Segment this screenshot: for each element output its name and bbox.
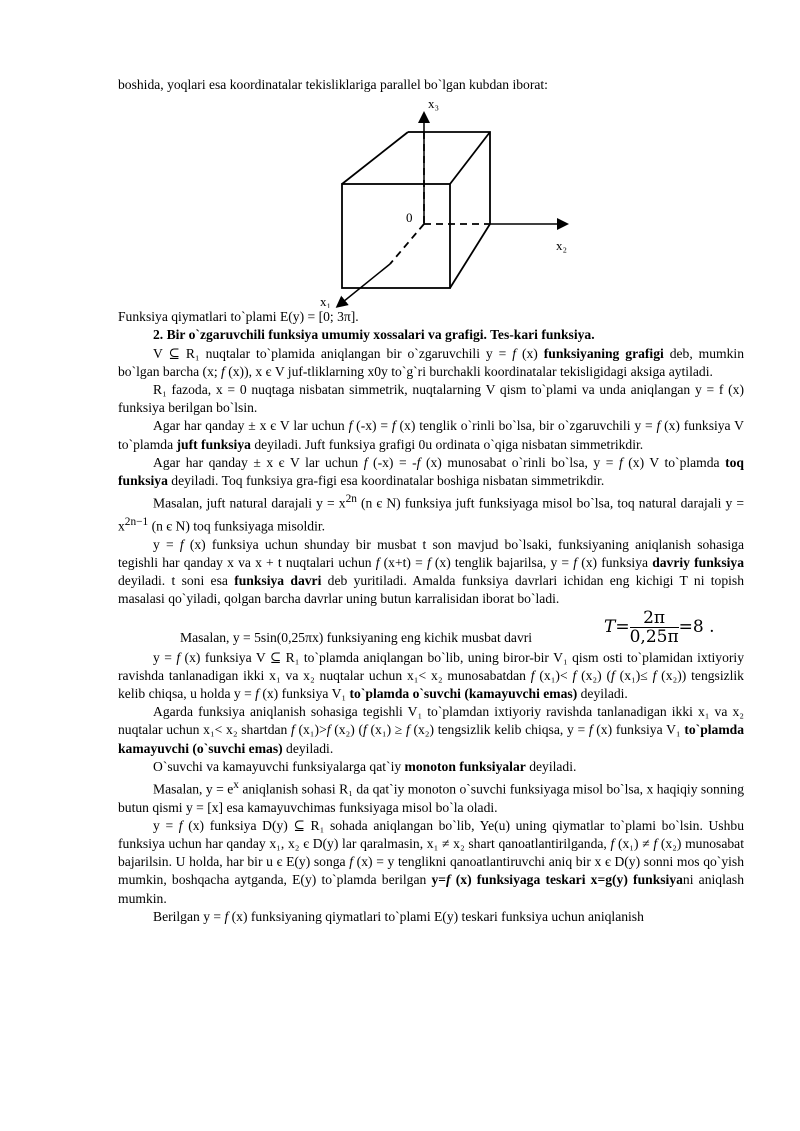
section-heading: 2. Bir o`zgaruvchili funksiya umumiy xossalari va grafigi. Tes-kari funksiya. [153,327,595,343]
cube-figure [118,94,744,308]
period-example-text: Masalan, y = 5sin(0,25πx) funksiyaning eng kichik musbat davri [180,629,533,645]
range-paragraph: Funksiya qiymatlari to`plami E(y) = [0; 3π]. [118,309,359,325]
label-x2: x₂ [556,238,568,254]
page-content [118,76,744,926]
paragraph-monotone-example: Masalan, $y = e^x$ aniqlanish sohasi R₁ da qat`iy monoton o`suvchi funksiyaga misol bo`lsa, x haqiqiy sonning butun qismi y = [x] esa kamayuvchimas funksiyaga misol bo`la oladi. [118,778,744,815]
cube-front-face [342,184,450,288]
paragraph-power-example: Masalan, juft natural darajali $y = x^{2n}$ (n є N) funksiya juft funksiyaga misol bo`lsa, toq natural darajali $y = x^{2n-1}$ (n є N) toq funksiyaga misoldir. [118,493,744,534]
paragraph-inverse-domain: Berilgan y = f (x) funksiyaning qiymatlari to`plami E(y) teskari funksiya uchun aniqlanish [153,908,644,924]
axis-x1 [338,264,390,306]
period-formula: T= $\frac{2\pi}{0,25\pi}$ =8 . [604,607,715,647]
hidden-edge-diagonal [390,224,424,264]
cube-diagram [320,94,580,308]
paragraph-decreasing: Agarda funksiya aniqlanish sohasiga tegishli V₁ to`plamdan ixtiyoriy ravishda tanlanadigan ikki x₁ va x₂ nuqtalar uchun x₁< x₂ shartdan f (x₁)>f (x₂) (f (x₁) ≥ f (x₂) tengsizlik kelib chiqsa, y = f (x) funksiya V₁ to`plamda kamayuvchi (o`suvchi emas) deyiladi. [118,704,745,756]
intro-paragraph: boshida, yoqlari esa koordinatalar tekisliklariga parallel bo`lgan kubdan iborat: [118,77,548,92]
paragraph-symmetric-set: R₁ fazoda, x = 0 nuqtaga nisbatan simmetrik, nuqtalarning V qism to`plami va unda aniqlangan y = f (x) funksiya berilgan bo`lsin. [118,382,744,416]
paragraph-even-function: Agar har qanday ± x є V lar uchun f (-x) = f (x) tenglik o`rinli bo`lsa, bir o`zgaruvchili y = f (x) funksiya V to`plamda juft funksiya deyiladi. Juft funksiya grafigi 0u ordinata o`qiga nisbatan simmetrikdir. [118,418,745,452]
label-x1: x₁ [320,294,332,309]
paragraph-graph-def: V ⊆ R₁ nuqtalar to`plamida aniqlangan bir o`zgaruvchili y = f (x) funksiyaning grafigi deb, mumkin bo`lgan barcha (x; f (x)), x є V juf-tliklarning x0y to`g`ri burchakli koordinatalar tekisligidagi aksiga aytiladi. [118,345,744,379]
label-x3: x₃ [428,96,440,112]
paragraph-increasing: y = f (x) funksiya V ⊆ R₁ to`plamda aniqlangan bo`lib, uning biror-bir V₁ qism osti to`plamidan ixtiyoriy ravishda tanlanadigan ikki x₁ va x₂ nuqtalar uchun x₁< x₂ munosabatdan f (x₁)< f (x₂) (f (x₁)≤ f (x₂)) tengsizlik kelib chiqsa, u holda y = f (x) funksiya V₁ to`plamda o`suvchi (kamayuvchi emas) deyiladi. [118,649,744,701]
paragraph-odd-function: Agar har qanday ± x є V lar uchun f (-x) = -f (x) munosabat o`rinli bo`lsa, y = f (x) V to`plamda toq funksiya deyiladi. Toq funksiya gra-figi esa koordinatalar boshiga nisbatan simmetrikdir. [118,454,744,489]
label-origin: 0 [406,210,413,226]
paragraph-periodic: y = f (x) funksiya uchun shunday bir musbat t son mavjud bo`lsaki, funksiyaning aniqlanish sohasiga tegishli har qanday x va x + t nuqtalari uchun f (x+t) = f (x) tenglik bajarilsa, y = f (x) funksiya davriy funksiya deyiladi. t soni esa funksiya davri deb yuritiladi. Amalda funksiya davrlari ichidan eng kichigi T ni topish masalasi qo`yiladi, qolgan barcha davrlar uning butun karralisidan iborat bo`ladi. [118,536,745,607]
paragraph-inverse: y = f (x) funksiya D(y) ⊆ R₁ sohada aniqlangan bo`lib, Ye(u) uning qiymatlar to`plami bo`lsin. Ushbu funksiya uchun har qanday x₁, x₂ є D(y) lar qaralmasin, x₁ ≠ x₂ shart qanoatlantirilganda, f (x₁) ≠ f (x₂) munosabat bajarilsin. U holda, har bir u є E(y) songa f (x) = y tenglikni qanoatlantiruvchi aniq bir x є D(y) sonni mos qo`yish mumkin, boshqacha aytganda, E(y) to`plamda berilgan y=f (x) funksiyaga teskari x=g(y) funksiyani aniqlash mumkin. [118,817,744,906]
paragraph-monotone: O`suvchi va kamayuvchi funksiyalarga qat`iy monoton funksiyalar deyiladi. [153,758,577,774]
period-example [118,609,744,649]
